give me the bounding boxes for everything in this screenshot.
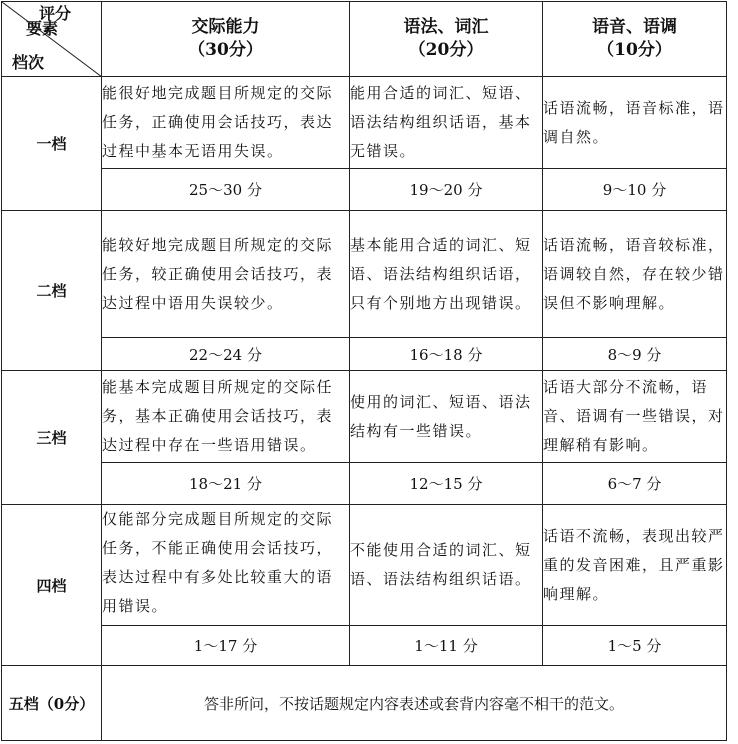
level-4-label: 四档	[2, 505, 102, 666]
level-3-description-row	[2, 371, 727, 463]
level-3-communication-desc: 能基本完成题目所规定的交际任务，基本正确使用会话技巧，表达过程中存在一些语用错误。	[102, 371, 350, 463]
corner-label-criteria: 评分	[38, 4, 71, 23]
level-3-pronunciation-score: 6～7 分	[543, 463, 727, 505]
column-header-communication	[102, 2, 350, 77]
level-3-grammar-desc: 使用的词汇、短语、语法结构有一些错误。	[350, 371, 543, 463]
level-1-grammar-desc: 能用合适的词汇、短语、语法结构组织话语，基本无错误。	[350, 77, 543, 169]
level-4-score-row	[2, 626, 727, 666]
level-5-row	[2, 666, 727, 741]
level-4-pronunciation-desc: 话语不流畅，表现出较严重的发音困难，且严重影响理解。	[543, 505, 727, 626]
level-5-label: 五档（0分）	[2, 666, 102, 741]
level-2-description-row	[2, 211, 727, 338]
level-4-pronunciation-score: 1～5 分	[543, 626, 727, 666]
level-3-score-row	[2, 463, 727, 505]
level-1-communication-desc: 能很好地完成题目所规定的交际任务，正确使用会话技巧，表达过程中基本无语用失误。	[102, 77, 350, 169]
column-title: 语法、词汇	[403, 17, 489, 37]
level-4-description-row	[2, 505, 727, 626]
level-1-pronunciation-score: 9～10 分	[543, 169, 727, 211]
column-points: （30分）	[188, 40, 263, 60]
column-points: （10分）	[597, 40, 672, 60]
level-2-grammar-score: 16～18 分	[350, 338, 543, 371]
level-4-grammar-score: 1～11 分	[350, 626, 543, 666]
level-2-label: 二档	[2, 211, 102, 371]
level-1-pronunciation-desc: 话语流畅，语音标准，语调自然。	[543, 77, 727, 169]
level-5-description: 答非所问，不按话题规定内容表述或套背内容毫不相干的范文。	[102, 666, 727, 741]
level-2-communication-score: 22～24 分	[102, 338, 350, 371]
level-1-score-row	[2, 169, 727, 211]
level-1-label: 一档	[2, 77, 102, 211]
level-1-communication-score: 25～30 分	[102, 169, 350, 211]
level-3-communication-score: 18～21 分	[102, 463, 350, 505]
level-3-label: 三档	[2, 371, 102, 505]
column-title: 语音、语调	[592, 17, 677, 37]
corner-label-level: 档次	[12, 53, 45, 72]
scoring-rubric-table	[1, 1, 727, 741]
level-3-pronunciation-desc: 话语大部分不流畅，语音、语调有一些错误，对理解稍有影响。	[543, 371, 727, 463]
level-4-communication-score: 1～17 分	[102, 626, 350, 666]
column-header-grammar	[350, 2, 543, 77]
column-title: 交际能力	[191, 17, 260, 37]
corner-label-elements: 要素	[26, 19, 59, 38]
level-3-grammar-score: 12～15 分	[350, 463, 543, 505]
corner-header-cell	[2, 2, 102, 77]
level-2-pronunciation-desc: 话语流畅，语音较标准，语调较自然，存在较少错误但不影响理解。	[543, 211, 727, 338]
level-2-communication-desc: 能较好地完成题目所规定的交际任务，较正确使用会话技巧，表达过程中语用失误较少。	[102, 211, 350, 338]
level-2-pronunciation-score: 8～9 分	[543, 338, 727, 371]
header-row	[2, 2, 727, 77]
column-points: （20分）	[408, 40, 484, 60]
level-1-description-row	[2, 77, 727, 169]
level-4-grammar-desc: 不能使用合适的词汇、短语、语法结构组织话语。	[350, 505, 543, 626]
column-header-pronunciation	[543, 2, 727, 77]
level-1-grammar-score: 19～20 分	[350, 169, 543, 211]
level-2-grammar-desc: 基本能用合适的词汇、短语、语法结构组织话语，只有个别地方出现错误。	[350, 211, 543, 338]
level-4-communication-desc: 仅能部分完成题目所规定的交际任务，不能正确使用会话技巧，表达过程中有多处比较重大的语用错误。	[102, 505, 350, 626]
level-2-score-row	[2, 338, 727, 371]
